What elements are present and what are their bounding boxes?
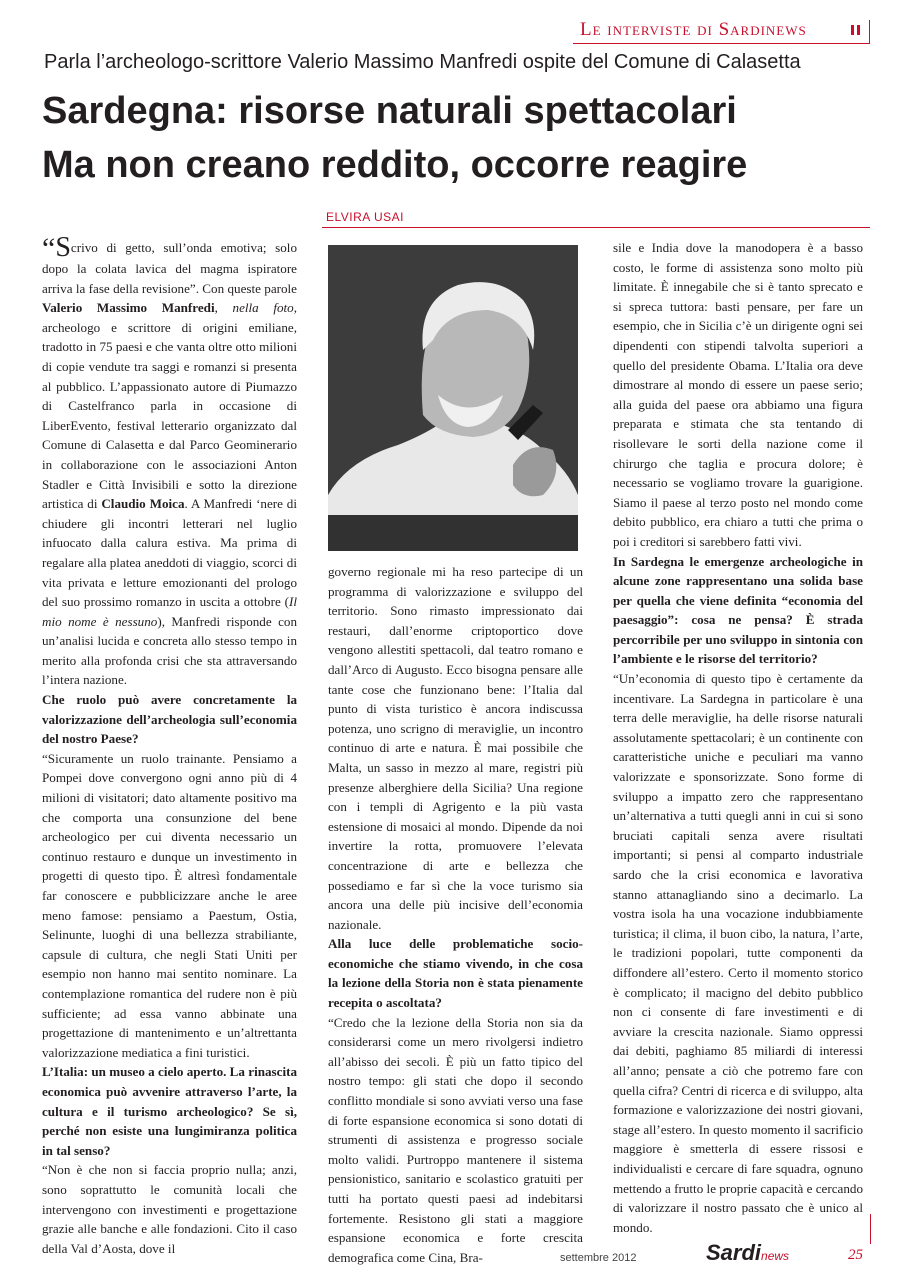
director-name: Claudio Moica — [101, 496, 185, 512]
article-subtitle: Parla l’archeologo-scrittore Valerio Massimo Manfredi ospite del Comune di Calasetta — [44, 51, 801, 73]
question-3: Alla luce delle problematiche socio-economiche che stiamo vivendo, in che cosa la lezione della Storia non è stata pienamente recepita o ascoltata? — [328, 936, 583, 1011]
issue-date: settembre 2012 — [560, 1252, 637, 1264]
answer-3: “Credo che la lezione della Storia non sia da considerarsi come un mero rivolgersi indietro all’abisso dei secoli. È più un fatto tipico del nostro tempo: gli stati che dopo il secondo conflitto mondiale si sono avviati verso una fase di forte espansione economica si sono dotati di strumenti di assistenza e progresso sociale molto validi. Purtroppo mantenere il sistema pensionistico, sanitario e scolastico gratuiti per tutti ha portato questi paesi ad indebitarsi fortemente. Resistono gli stati a maggiore espansione economica e forte crescita demografica come Cina, Bra- — [328, 1014, 583, 1265]
open-quote: “ — [42, 232, 56, 265]
title-line-1: Sardegna: risorse naturali spettacolari — [42, 90, 737, 132]
answer-2: “Non è che non si faccia proprio nulla; anzi, sono soprattutto le comunità locali che intervengono con investimenti e progettazione grazie alle banche e alle fondazioni. Cito il caso della Val d’Aosta, dove il — [42, 1162, 297, 1256]
footer-vertical-rule — [870, 1214, 871, 1244]
author-photo — [328, 245, 578, 551]
article-column-1 — [42, 232, 297, 1258]
byline-rule — [322, 227, 870, 228]
magazine-logo — [706, 1240, 789, 1266]
intro-text-e: ), Manfredi risponde con un’analisi lucida e concreta allo stesso tempo in merito alla profonda crisi che sta attraversando l’intera nazione. — [42, 613, 297, 688]
question-1: Che ruolo può avere concretamente la valorizzazione dell’archeologia sull’economia del nostro Paese? — [42, 692, 297, 747]
header-rule — [573, 43, 869, 44]
section-title: Le interviste di Sardinews — [580, 19, 807, 40]
section-marker-icon — [851, 25, 860, 35]
intro-text-d: . A Manfredi ‘nere di chiudere gli incontri letterari nel luglio infuocato dalla calura estiva. Ma prima di regalare alla platea aneddoti di viaggio, scorci di vita privata e letture emozionanti del prologo del suo prossimo romanzo in uscita a ottobre ( — [42, 496, 297, 610]
portrait-image — [328, 245, 578, 551]
article-column-3 — [613, 238, 863, 1237]
intro-text-a: crivo di getto, sull’onda emotiva; solo dopo la colata lavica del magma ispiratore arriva la fase della revisione”. Con queste parole — [42, 240, 297, 296]
author-byline: ELVIRA USAI — [326, 210, 404, 224]
question-2: L’Italia: un museo a cielo aperto. La rinascita economica può avvenire attraverso l’arte, la cultura e il turismo archeologico? Se sì, perché non esiste una lungimiranza politica in tal senso? — [42, 1064, 297, 1158]
intro-paragraph — [42, 232, 297, 690]
answer-1: “Sicuramente un ruolo trainante. Pensiamo a Pompei dove convergono ogni anno più di 4 milioni di visitatori; dato altamente positivo ma che comporta una consunzione del bene archeologico per cui diventa necessario un continuo restauro e dunque un investimento in progetti di questo tipo. È altresì fondamentale far conoscere e pubblicizzare anche le aree meno famose: pensiamo a Paestum, Ostia, Selinunte, luoghi di una bellezza strabiliante, capsule di cultura, che negli Stati Uniti per esempio non hanno mai sentito nominare. La contemplazione romantica del rudere non è più sufficiente; ad essa vanno abbinate una progettazione di mantenimento e un’altrettanta valorizzazione mediatica a fini turistici. — [42, 750, 297, 1060]
header-vertical-rule — [869, 20, 870, 44]
page-number: 25 — [848, 1247, 863, 1263]
intro-text-c: , archeologo e scrittore di origini emiliane, tradotto in 75 paesi e che vanta oltre otto milioni di copie vendute tra saggi e romanzi si presenta al pubblico. L’appassionato autore di Piumazzo di Castelfranco parla in occasione di LiberEvento, festival letterario organizzato dal Comune di Calasetta e dal Parco Geominerario in collaborazione con le associazioni Anton Stadler e Città Invisibili e sotto la direzione artistica di — [42, 300, 297, 512]
logo-main: Sardi — [706, 1240, 762, 1265]
title-line-2: Ma non creano reddito, occorre reagire — [42, 144, 748, 186]
logo-sub: news — [761, 1249, 790, 1263]
drop-cap: S — [55, 232, 71, 263]
article-column-2 — [328, 562, 583, 1267]
photo-reference: nella foto — [232, 300, 294, 316]
question-4: In Sardegna le emergenze archeologiche in alcune zone rappresentano una solida base per quella che viene definita “economia del paesaggio”: cosa ne pensa? È strada percorribile per uno sviluppo in sintonia con l’ambiente e le risorse del territorio? — [613, 553, 863, 667]
answer-2-continued: governo regionale mi ha reso partecipe di un programma di valorizzazione e sviluppo del territorio. Sono rimasto impressionato dai restauri, dall’enorme criptoportico dove vengono allestiti spettacoli, dal teatro romano e dall’Arco di Augusto. Ecco bisogna pensare alle tante cose che funzionano bene: l’Italia dal punto di vista turistico è ancora indiscussa potenza, uno scrigno di meraviglie, un incontro continuo di arte e natura. È mai possibile che Malta, un sasso in mezzo al mare, registri più presenze alberghiere della Sicilia? Una regione con i templi di Agrigento e la più vasta estensione di mosaici al mondo. Dipende da noi invertire la rotta, promuovere l’elevata concentrazione di arte e bellezza che possediamo e far sì che la voce turismo sia ancora una delle più incisive dell’economia nazionale. — [328, 564, 583, 932]
answer-4: “Un’economia di questo tipo è certamente da incentivare. La Sardegna in particolare è una terra delle meraviglie, ha delle risorse naturali assolutamente spettacolari; è un continente con caratteristiche uniche e peculiari ma vanno valorizzate e sponsorizzate. Sono forme di sviluppo a impatto zero che rappresentano un’alternativa a tutti quegli anni in cui si sono bruciati capitali senza avere risultati importanti; si pensi al comparto industriale sardo che la crisi economica e lavorativa stanno attanagliando sino a decimarlo. La vostra isola ha una vocazione indubbiamente turistica; il clima, il buon cibo, la natura, l’arte, le tradizioni popolari, tutte componenti da diffondere all’estero. Certo il momento storico è complicato; il macigno del debito pubblico non ci consente di fare investimenti e di avviare la crescita nazionale. Siamo oppressi dai debiti, paghiamo 85 miliardi di interessi all’anno; pensate a ciò che potremo fare con quella cifra? Centri di ricerca e di sviluppo, alta formazione e valorizzazione dei nostri giovani, stage all’estero. In questo momento il sacrificio maggiore è smetterla di essere rissosi e individualisti e cercare di fare squadra, ognuno mettendo a frutto le proprie capacità e cercando di valorizzare il nostro passato che è unico al mondo. — [613, 671, 863, 1235]
article-title — [42, 84, 747, 192]
book-title: Il mio nome è nessuno — [42, 594, 297, 629]
answer-3-continued: sile e India dove la manodopera è a basso costo, le forme di assistenza sono molto più limitate. È innegabile che si è tanto sprecato e si spreca tuttora: basti pensare, per fare un esempio, che in Sicilia c’è un dirigente ogni sei dipendenti con stipendi talvolta superiori a quello del presidente Obama. L’Italia ora deve dimostrare al mondo di essere un paese serio; alla guida del paese ora abbiamo una figura preparata e stimata che sta tentando di risollevare le sorti della nazione come il chirurgo che taglia e procura dolore; è necessario se vogliamo trovare la guarigione. Siamo il paese al terzo posto nel mondo come debito pubblico, era chiaro a tutti che prima o poi i creditori si sarebbero fatti vivi. — [613, 240, 863, 549]
interviewee-name: Valerio Massimo Manfredi — [42, 300, 215, 316]
intro-text-b: , — [214, 300, 233, 316]
